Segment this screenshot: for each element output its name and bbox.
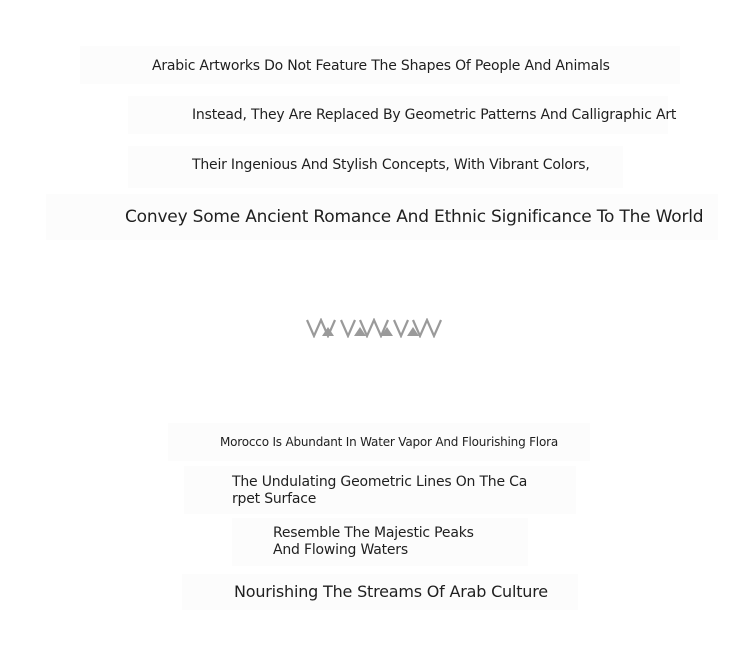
zigzag-ornament-icon (306, 318, 446, 338)
intro-line-3: Their Ingenious And Stylish Concepts, With Vibrant Colors, (192, 157, 590, 173)
morocco-line-1: Morocco Is Abundant In Water Vapor And Flourishing Flora (220, 435, 558, 449)
intro-line-4: Convey Some Ancient Romance And Ethnic Significance To The World (125, 207, 704, 227)
morocco-line-4: Nourishing The Streams Of Arab Culture (234, 582, 548, 601)
morocco-line-2: The Undulating Geometric Lines On The Carpet Surface (232, 474, 528, 507)
intro-line-1: Arabic Artworks Do Not Feature The Shapes Of People And Animals (152, 58, 610, 74)
intro-line-2: Instead, They Are Replaced By Geometric Patterns And Calligraphic Art (192, 107, 677, 123)
morocco-line-3: Resemble The Majestic Peaks And Flowing Waters (273, 525, 474, 558)
